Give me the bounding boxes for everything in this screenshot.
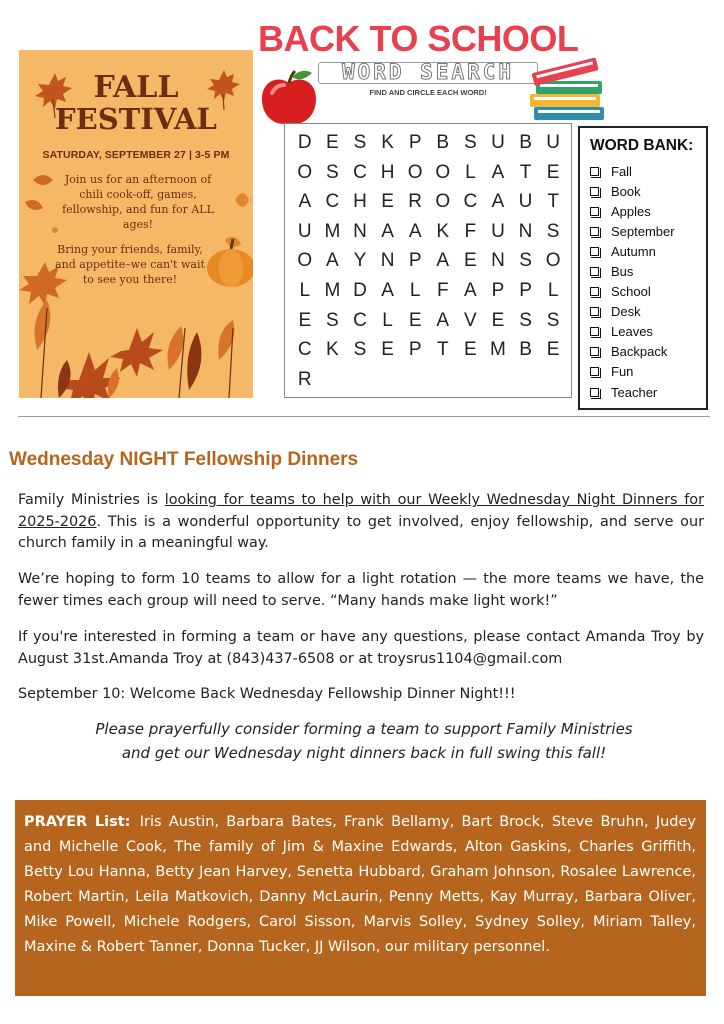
checkbox-icon [590,307,599,316]
grid-letter: P [408,339,422,361]
grid-letter: K [326,339,339,361]
grid-letter: U [518,191,533,213]
grid-letter: P [408,250,422,272]
dinners-p1-lead: Family Ministries is [18,492,165,508]
word-bank-word: Autumn [611,243,656,259]
word-bank-item [590,362,706,382]
dinners-p1-rest: . This is a wonderful opportunity to get involved, enjoy fellowship, and serve our church family in a meaningful way. [18,513,704,551]
grid-letter: M [490,339,506,361]
grid-letter: Y [353,250,367,272]
dinners-paragraph-1 [18,490,704,555]
word-bank-word: Backpack [611,344,668,360]
grid-letter: U [546,132,560,153]
word-search-title: BACK TO SCHOOL [258,18,579,59]
dinners-p1-underlined: looking for teams to help with our Weekly Wednesday Night Dinners for 2025-2026 [18,492,704,530]
grid-letter: K [381,132,394,153]
grid-letter: A [436,250,450,272]
grid-letter: A [491,191,505,213]
grid-letter: A [436,309,450,331]
grid-letter: L [299,279,311,301]
word-bank-item [590,302,706,322]
grid-letter: C [353,309,367,331]
word-bank-word: Fun [611,364,634,380]
grid-letter: O [407,161,423,183]
word-bank-word: Book [611,183,641,199]
grid-letter: C [353,161,367,183]
dinners-note-line-2: and get our Wednesday night dinners back in full swing this fall! [121,744,607,762]
checkbox-icon [590,367,599,376]
festival-title-line1: FALL [93,70,179,105]
word-bank-item [590,241,706,261]
grid-letter: E [298,309,312,331]
word-search-instructions: FIND AND CIRCLE EACH WORD! [369,88,487,97]
grid-letter: A [381,220,394,242]
grid-letter: S [546,220,560,242]
grid-letter: C [325,191,340,213]
grid-letter: K [436,220,450,242]
section-divider [18,416,710,417]
dinners-italic-note [40,717,688,765]
word-bank-word: September [611,223,675,239]
grid-letter: E [546,339,560,361]
grid-letter: P [491,279,505,301]
checkbox-icon [590,267,599,276]
grid-letter: L [382,309,393,331]
word-search-grid [291,128,567,394]
grid-letter: P [408,132,422,153]
grid-letter: A [491,161,505,183]
grid-letter: T [436,339,449,361]
prayer-list-label: PRAYER List: [24,814,131,830]
dinners-paragraph-4: September 10: Welcome Back Wednesday Fellowship Dinner Night!!! [18,686,516,702]
grid-letter: A [464,279,477,301]
grid-letter: U [491,132,505,153]
grid-letter: D [353,279,367,301]
grid-letter: N [353,220,367,242]
grid-letter: C [297,339,312,361]
fall-festival-flyer [19,50,253,398]
grid-letter: M [324,220,341,242]
checkbox-icon [590,187,599,196]
checkbox-icon [590,388,599,397]
dinners-heading: Wednesday NIGHT Fellowship Dinners [9,449,359,470]
grid-letter: E [408,309,422,331]
books-stack-icon [526,55,608,123]
word-bank-word: Apples [611,203,651,219]
grid-letter: B [436,132,450,153]
checkbox-icon [590,327,599,336]
word-bank-word: Desk [611,304,641,320]
checkbox-icon [590,167,599,176]
prayer-list-text [24,810,696,960]
word-bank-item [590,161,706,181]
word-bank [578,126,708,410]
grid-letter: E [546,161,560,183]
dinners-paragraph-3: If you're interested in forming a team or have any questions, please contact Amanda Troy by August 31st.Amanda Troy at (843)437-6508 or at troysrus1104@gmail.com [18,629,704,667]
grid-letter: L [409,279,421,301]
grid-letter: N [380,250,395,272]
word-bank-item [590,282,706,302]
grid-letter: T [519,161,532,183]
prayer-list-names: Iris Austin, Barbara Bates, Frank Bellamy, Bart Brock, Steve Bruhn, Judey and Michelle Cook, The family of Jim & Maxine Edwards, Alton Gaskins, Charles Griffith, Betty Lou Hanna, Betty Jean Harvey, Senetta Hubbard, Graham Johnson, Rosalee Lawrence, Robert Martin, Leila Matkovich, Danny McLaurin, Penny Metts, Kay Murray, Barbara Oliver, Mike Powell, Michele Rodgers, Carol Sisson, Marvis Solley, Sydney Solley, Miriam Talley, Maxine & Robert Tanner, Donna Tucker, JJ Wilson, our military personnel. [24,814,696,955]
grid-letter: S [326,161,339,183]
grid-letter: V [464,309,477,331]
dinners-note-line-1: Please prayerfully consider forming a team to support Family Ministries [95,720,633,738]
word-bank-word: Teacher [611,384,658,400]
grid-letter: P [519,279,532,301]
grid-letter: S [546,309,560,331]
word-search-subtitle: WORD SEARCH [341,60,515,84]
prayer-list-box [15,800,706,996]
word-bank-word: Bus [611,264,634,280]
checkbox-icon [590,207,599,216]
grid-letter: E [381,191,394,213]
grid-letter: A [408,220,422,242]
grid-letter: B [519,132,532,153]
grid-letter: M [324,279,341,301]
word-bank-item [590,201,706,221]
grid-letter: U [491,220,505,242]
grid-letter: B [519,339,532,361]
grid-letter: S [326,309,339,331]
word-bank-item [590,342,706,362]
pumpkin-icon [207,239,253,287]
grid-letter: E [464,250,477,272]
grid-letter: E [381,339,394,361]
grid-letter: O [545,250,561,272]
festival-invitation: Bring your friends, family, and appetite–we can't wait to see you there! [55,243,205,286]
grid-letter: O [297,250,313,272]
word-bank-word: Leaves [611,324,653,340]
grid-letter: O [435,191,451,213]
grid-letter: N [518,220,533,242]
grid-letter: F [436,279,449,301]
grid-letter: L [547,279,559,301]
word-bank-item [590,221,706,241]
grid-letter: U [297,220,312,242]
grid-letter: E [464,339,477,361]
grid-letter: R [408,191,423,213]
word-bank-item [590,261,706,281]
grid-letter: E [491,309,505,331]
grid-letter: A [326,250,339,272]
grid-letter: T [547,191,559,213]
grid-letter: R [297,368,312,390]
checkbox-icon [590,227,599,236]
word-bank-word: Fall [611,163,632,179]
grid-letter: A [381,279,394,301]
word-bank-item [590,382,706,402]
word-bank-item [590,181,706,201]
grid-letter: S [353,132,367,153]
grid-letter: N [491,250,505,272]
grid-letter: S [353,339,367,361]
apple-icon [258,67,320,129]
grid-letter: S [464,132,477,153]
word-bank-word: School [611,284,651,300]
grid-letter: H [353,191,367,213]
word-bank-list [590,161,706,402]
grid-letter: L [465,161,476,183]
grid-letter: C [463,191,478,213]
grid-letter: D [297,132,312,153]
word-bank-item [590,322,706,342]
grid-letter: O [435,161,451,183]
checkbox-icon [590,287,599,296]
grid-letter: A [298,191,312,213]
grid-letter: H [380,161,395,183]
grid-letter: F [464,220,477,242]
festival-description: Join us for an afternoon of chili cook-off, games, fellowship, and fun for ALL ages! [62,173,214,231]
festival-date: SATURDAY, SEPTEMBER 27 | 3-5 PM [42,149,230,161]
dinners-paragraph-2: We’re hoping to form 10 teams to allow for a light rotation — the more teams we have, the fewer times each group will need to serve. “Many hands make light work!” [18,571,704,609]
grid-letter: O [297,161,313,183]
festival-title-line2: FESTIVAL [55,102,217,136]
grid-letter: S [519,250,532,272]
word-bank-title: WORD BANK: [590,137,694,154]
checkbox-icon [590,247,599,256]
grid-letter: E [326,132,339,153]
checkbox-icon [590,347,599,356]
grid-letter: S [519,309,532,331]
